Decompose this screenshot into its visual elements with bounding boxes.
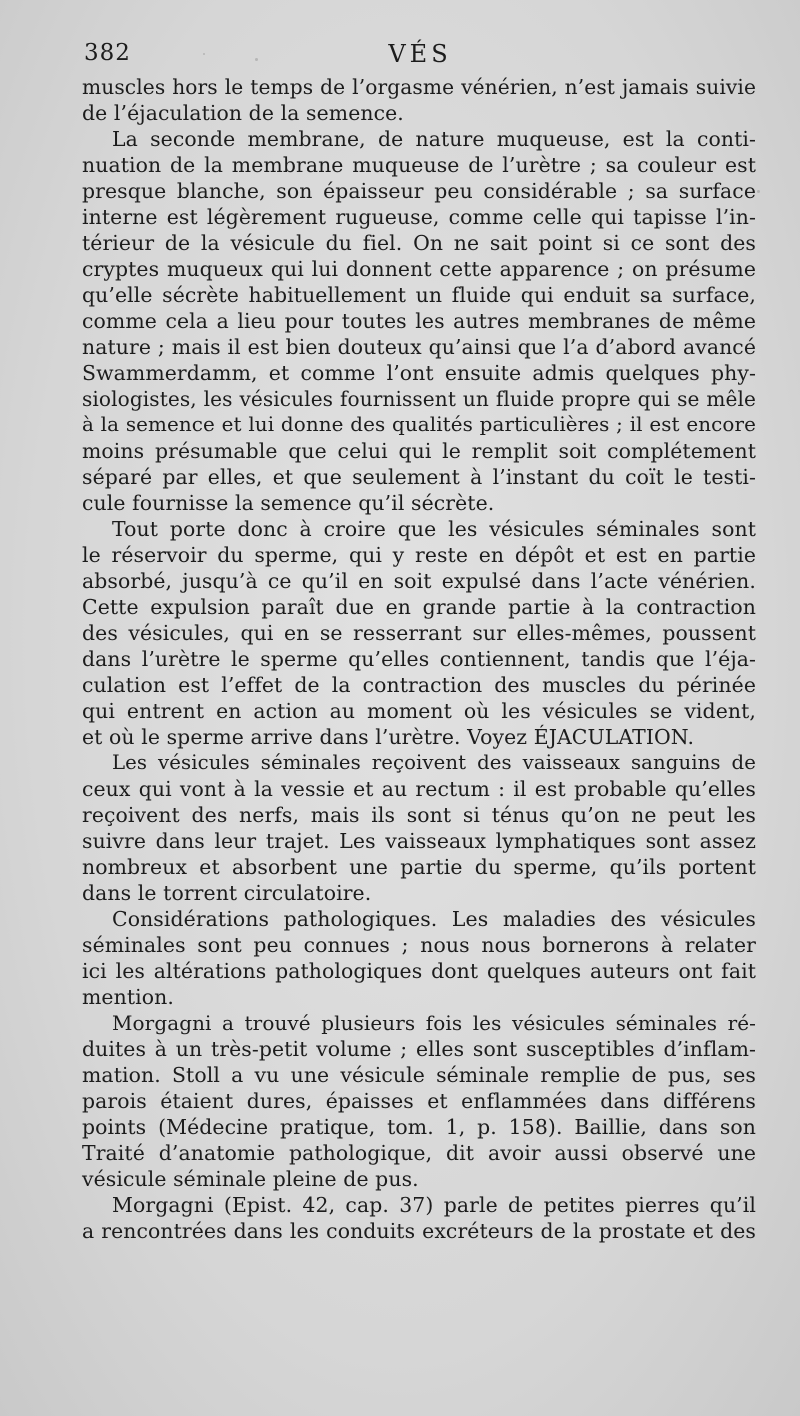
- text-line: La seconde membrane, de nature muqueuse, est la conti-: [112, 127, 756, 151]
- text-line: le réservoir du sperme, qui y reste en dépôt et est en partie: [82, 543, 756, 567]
- text-line: Considérations pathologiques. Les maladies des vésicules: [112, 907, 756, 931]
- text-line: Les vésicules séminales reçoivent des vaisseaux sanguins de: [112, 751, 756, 774]
- text-line: mention.: [82, 985, 174, 1009]
- text-line: Morgagni (Epist. 42, cap. 37) parle de petites pierres qu’il: [112, 1193, 756, 1217]
- text-line: siologistes, les vésicules fournissent un fluide propre qui se mêle: [82, 387, 756, 411]
- text-line: vésicule séminale pleine de pus.: [82, 1167, 419, 1191]
- text-line: duites à un très-petit volume ; elles sont susceptibles d’inflam-: [82, 1037, 756, 1061]
- text-line: moins présumable que celui qui le remplit soit complétement: [82, 439, 756, 463]
- text-line: parois étaient dures, épaisses et enflammées dans différens: [82, 1089, 756, 1113]
- ink-speck: [757, 190, 760, 193]
- text-line: séminales sont peu connues ; nous nous bornerons à relater: [82, 933, 756, 957]
- body-text: [82, 74, 756, 1244]
- text-line: Cette expulsion paraît due en grande partie à la contraction: [82, 595, 756, 619]
- text-line: Morgagni a trouvé plusieurs fois les vésicules séminales ré-: [112, 1011, 756, 1035]
- text-line: Swammerdamm, et comme l’ont ensuite admis quelques phy-: [82, 361, 756, 385]
- text-line: Traité d’anatomie pathologique, dit avoir aussi observé une: [82, 1141, 756, 1165]
- ink-speck: [255, 58, 258, 61]
- text-line: comme cela a lieu pour toutes les autres membranes de même: [82, 309, 756, 333]
- text-line: à la semence et lui donne des qualités particulières ; il est encore: [82, 413, 756, 436]
- text-line: Tout porte donc à croire que les vésicules séminales sont: [112, 517, 756, 541]
- text-line: nuation de la membrane muqueuse de l’urètre ; sa couleur est: [82, 153, 756, 177]
- text-line: a rencontrées dans les conduits excréteurs de la prostate et des: [82, 1219, 756, 1243]
- text-line: ici les altérations pathologiques dont quelques auteurs ont fait: [82, 959, 756, 983]
- text-line: ceux qui vont à la vessie et au rectum : il est probable qu’elles: [82, 777, 756, 801]
- text-line: interne est légèrement rugueuse, comme celle qui tapisse l’in-: [82, 205, 756, 229]
- text-line: séparé par elles, et que seulement à l’instant du coït le testi-: [82, 465, 756, 489]
- text-line: qui entrent en action au moment où les vésicules se vident,: [82, 699, 756, 723]
- text-line: nombreux et absorbent une partie du sperme, qu’ils portent: [82, 855, 756, 879]
- text-line: de l’éjaculation de la semence.: [82, 101, 404, 125]
- text-line: des vésicules, qui en se resserrant sur elles-mêmes, poussent: [82, 621, 756, 645]
- text-line: qu’elle sécrète habituellement un fluide qui enduit sa surface,: [82, 283, 756, 307]
- text-line: presque blanche, son épaisseur peu considérable ; sa surface: [82, 179, 756, 203]
- text-line: suivre dans leur trajet. Les vaisseaux lymphatiques sont assez: [82, 829, 756, 853]
- text-line: cule fournisse la semence qu’il sécrète.: [82, 491, 495, 515]
- page-header: [84, 40, 756, 74]
- text-line: mation. Stoll a vu une vésicule séminale remplie de pus, ses: [82, 1063, 756, 1087]
- text-line: dans l’urètre le sperme qu’elles contiennent, tandis que l’éja-: [82, 647, 756, 671]
- running-head: VÉS: [388, 40, 452, 68]
- text-line: reçoivent des nerfs, mais ils sont si ténus qu’on ne peut les: [82, 803, 756, 827]
- text-line: dans le torrent circulatoire.: [82, 881, 372, 905]
- text-line: cryptes muqueux qui lui donnent cette apparence ; on présume: [82, 257, 756, 281]
- text-line: points (Médecine pratique, tom. 1, p. 158). Baillie, dans son: [82, 1115, 756, 1139]
- text-line: térieur de la vésicule du fiel. On ne sait point si ce sont des: [82, 231, 756, 255]
- text-line: et où le sperme arrive dans l’urètre. Voyez ÉJACULATION.: [82, 725, 695, 749]
- ink-speck: [203, 53, 205, 55]
- text-line: absorbé, jusqu’à ce qu’il en soit expulsé dans l’acte vénérien.: [82, 569, 756, 593]
- text-line: nature ; mais il est bien douteux qu’ainsi que l’a d’abord avancé: [82, 335, 756, 359]
- page-number: 382: [84, 40, 131, 66]
- text-line: muscles hors le temps de l’orgasme vénérien, n’est jamais suivie: [82, 75, 756, 99]
- text-line: culation est l’effet de la contraction des muscles du périnée: [82, 673, 756, 697]
